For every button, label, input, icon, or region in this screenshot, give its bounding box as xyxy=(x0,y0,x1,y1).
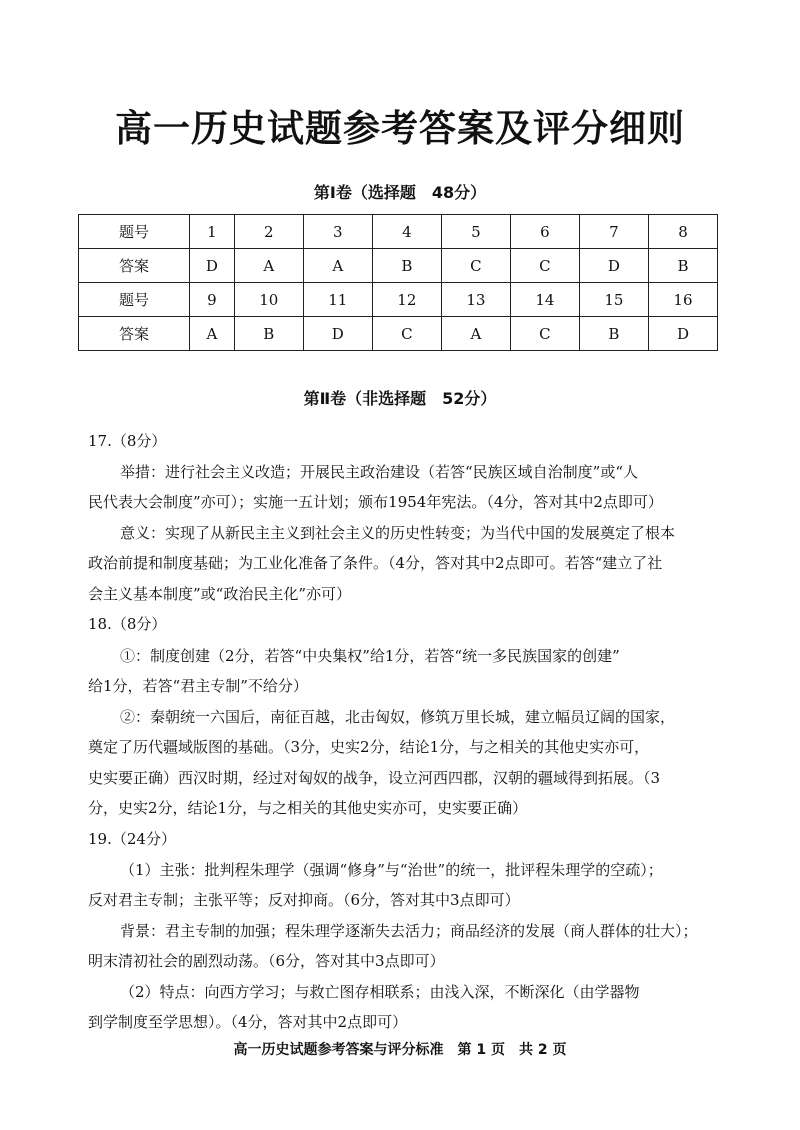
text-line: 到学制度至学思想）。（4分，答对其中2点即可） xyxy=(88,1013,408,1031)
table-cell: 12 xyxy=(372,283,441,317)
table-cell: 14 xyxy=(510,283,579,317)
table-cell: 2 xyxy=(234,215,303,249)
text-line: 会主义基本制度”或“政治民主化”亦可） xyxy=(88,585,352,603)
table-cell: B xyxy=(648,249,717,283)
text-line: 明末清初社会的剧烈动荡。（6分，答对其中3点即可） xyxy=(88,952,445,970)
table-cell: 3 xyxy=(303,215,372,249)
table-row xyxy=(79,283,718,317)
document-title: 高一历史试题参考答案及评分细则 xyxy=(115,107,685,150)
table-cell: A xyxy=(190,317,235,351)
text-line: 19.（24分） xyxy=(88,830,176,848)
table-cell: 13 xyxy=(441,283,510,317)
table-cell: B xyxy=(234,317,303,351)
text-line: （1）主张：批判程朱理学（强调“修身”与“治世”的统一，批评程朱理学的空疏）； xyxy=(120,861,663,879)
table-cell: D xyxy=(648,317,717,351)
table-cell: 8 xyxy=(648,215,717,249)
text-line: 17.（8分） xyxy=(88,432,167,450)
text-line: 政治前提和制度基础；为工业化准备了条件。（4分，答对其中2点即可。若答“建立了社 xyxy=(88,554,663,572)
text-line: （2）特点：向西方学习；与救亡图存相联系；由浅入深，不断深化（由学器物 xyxy=(120,983,640,1001)
table-cell: C xyxy=(510,249,579,283)
section-heading-nonchoice: 第Ⅱ卷（非选择题 52分） xyxy=(303,389,497,408)
text-line: 给1分，若答“君主专制”不给分） xyxy=(88,677,308,695)
table-cell: B xyxy=(579,317,648,351)
table-row-header: 题号 xyxy=(79,215,190,249)
table-cell: A xyxy=(303,249,372,283)
table-cell: D xyxy=(190,249,235,283)
table-row-header: 答案 xyxy=(79,249,190,283)
text-line: 背景：君主专制的加强；程朱理学逐渐失去活力；商品经济的发展（商人群体的壮大）； xyxy=(120,922,698,940)
page-footer: 高一历史试题参考答案与评分标准 第 1 页 共 2 页 xyxy=(233,1042,567,1058)
table-cell: 9 xyxy=(190,283,235,317)
table-row xyxy=(79,249,718,283)
text-line: 分，史实2分，结论1分，与之相关的其他史实亦可，史实要正确） xyxy=(88,799,528,817)
table-cell: C xyxy=(441,249,510,283)
text-line: 反对君主专制；主张平等；反对抑商。（6分，答对其中3点即可） xyxy=(88,891,520,909)
table-cell: 7 xyxy=(579,215,648,249)
text-line: ①：制度创建（2分，若答“中央集权”给1分，若答“统一多民族国家的创建” xyxy=(120,647,620,665)
text-line: 民代表大会制度”亦可）；实施一五计划；颁布1954年宪法。（4分，答对其中2点即可） xyxy=(88,493,663,511)
text-line: 举措：进行社会主义改造；开展民主政治建设（若答“民族区域自治制度”或“人 xyxy=(120,463,639,481)
table-row-header: 题号 xyxy=(79,283,190,317)
text-line: 奠定了历代疆域版图的基础。（3分，史实2分，结论1分，与之相关的其他史实亦可， xyxy=(88,738,650,756)
table-cell: D xyxy=(579,249,648,283)
table-cell: 6 xyxy=(510,215,579,249)
table-cell: 15 xyxy=(579,283,648,317)
table-cell: A xyxy=(441,317,510,351)
table-cell: 5 xyxy=(441,215,510,249)
table-cell: 1 xyxy=(190,215,235,249)
table-row-header: 答案 xyxy=(79,317,190,351)
table-cell: 4 xyxy=(372,215,441,249)
table-cell: 10 xyxy=(234,283,303,317)
table-cell: C xyxy=(510,317,579,351)
table-cell: C xyxy=(372,317,441,351)
text-line: 史实要正确）西汉时期，经过对匈奴的战争，设立河西四郡，汉朝的疆域得到拓展。（3 xyxy=(88,769,661,787)
table-row xyxy=(79,215,718,249)
table-cell: A xyxy=(234,249,303,283)
table-cell: D xyxy=(303,317,372,351)
text-line: ②：秦朝统一六国后，南征百越，北击匈奴，修筑万里长城，建立幅员辽阔的国家， xyxy=(120,708,676,726)
table-cell: B xyxy=(372,249,441,283)
table-row xyxy=(79,317,718,351)
text-line: 意义：实现了从新民主主义到社会主义的历史性转变；为当代中国的发展奠定了根本 xyxy=(120,524,676,542)
answer-table xyxy=(78,214,718,351)
section-heading-choice: 第Ⅰ卷（选择题 48分） xyxy=(313,183,487,202)
table-cell: 11 xyxy=(303,283,372,317)
text-line: 18.（8分） xyxy=(88,615,167,633)
table-cell: 16 xyxy=(648,283,717,317)
